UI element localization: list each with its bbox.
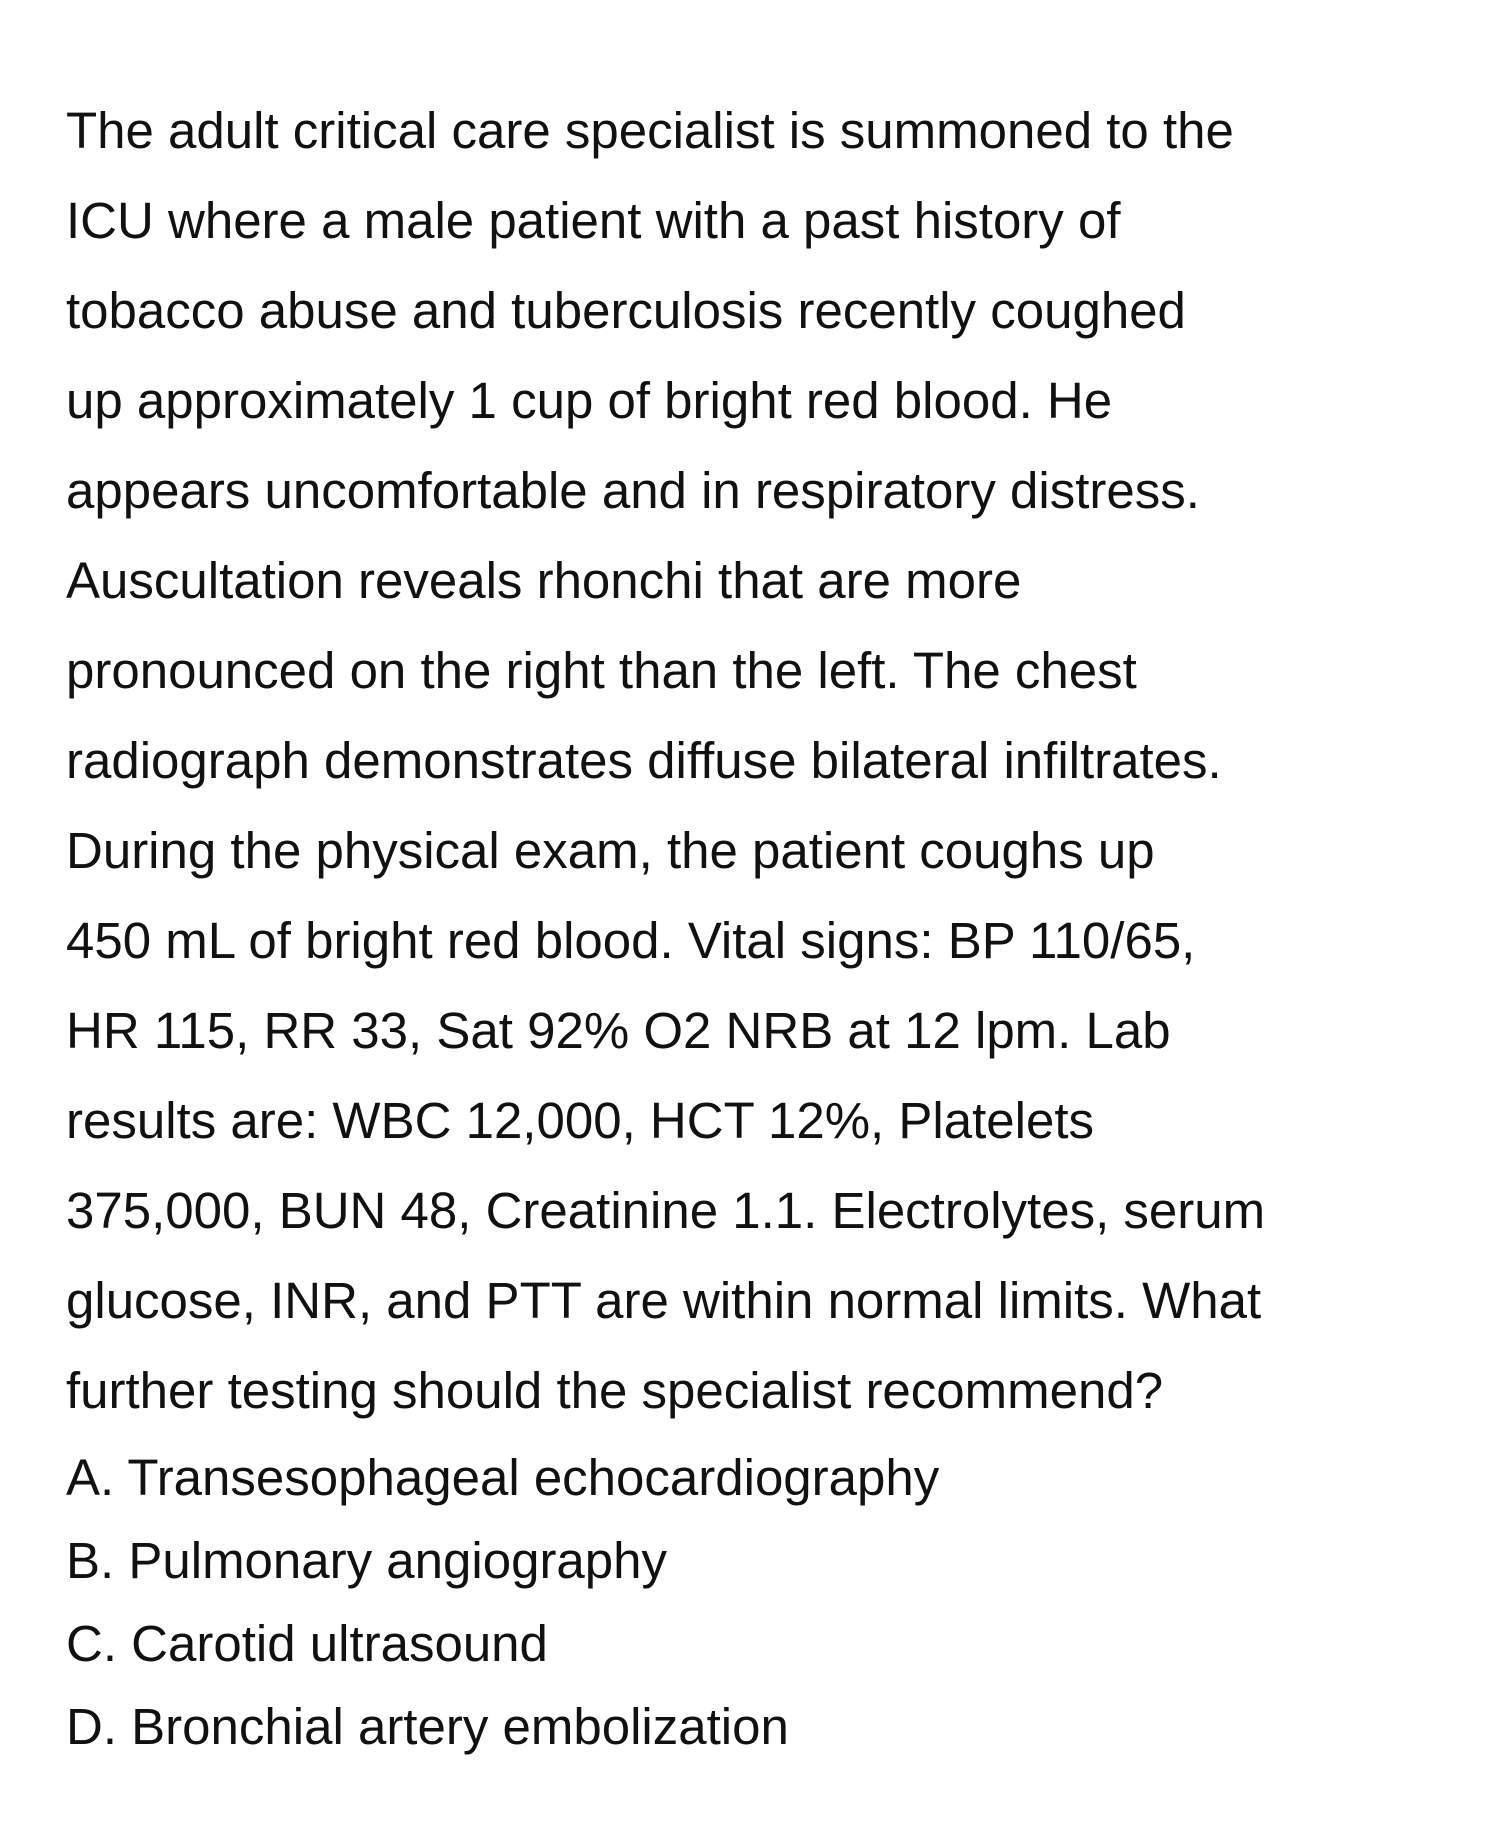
question-line: further testing should the specialist recommend? [66,1362,1164,1419]
answer-options [66,1436,939,1768]
question-line: 450 mL of bright red blood. Vital signs: BP 110/65, [66,912,1196,969]
option-c: C. Carotid ultrasound [66,1615,548,1672]
question-line: ICU where a male patient with a past history of [66,192,1121,249]
question-line: appears uncomfortable and in respiratory distress. [66,462,1200,519]
question-line: tobacco abuse and tuberculosis recently coughed [66,282,1186,339]
question-line: radiograph demonstrates diffuse bilateral infiltrates. [66,732,1222,789]
option-b: B. Pulmonary angiography [66,1532,668,1589]
question-text [66,86,1446,1436]
question-line: Auscultation reveals rhonchi that are more [66,552,1022,609]
question-line: pronounced on the right than the left. The chest [66,642,1137,699]
option-a: A. Transesophageal echocardiography [66,1449,940,1506]
question-line: results are: WBC 12,000, HCT 12%, Platelets [66,1092,1094,1149]
question-line: The adult critical care specialist is summoned to the [66,102,1234,159]
question-line: glucose, INR, and PTT are within normal limits. What [66,1272,1262,1329]
option-d: D. Bronchial artery embolization [66,1698,789,1755]
question-line: HR 115, RR 33, Sat 92% O2 NRB at 12 lpm. Lab [66,1002,1171,1059]
question-line: During the physical exam, the patient coughs up [66,822,1155,879]
question-line: up approximately 1 cup of bright red blood. He [66,372,1113,429]
question-line: 375,000, BUN 48, Creatinine 1.1. Electrolytes, serum [66,1182,1266,1239]
